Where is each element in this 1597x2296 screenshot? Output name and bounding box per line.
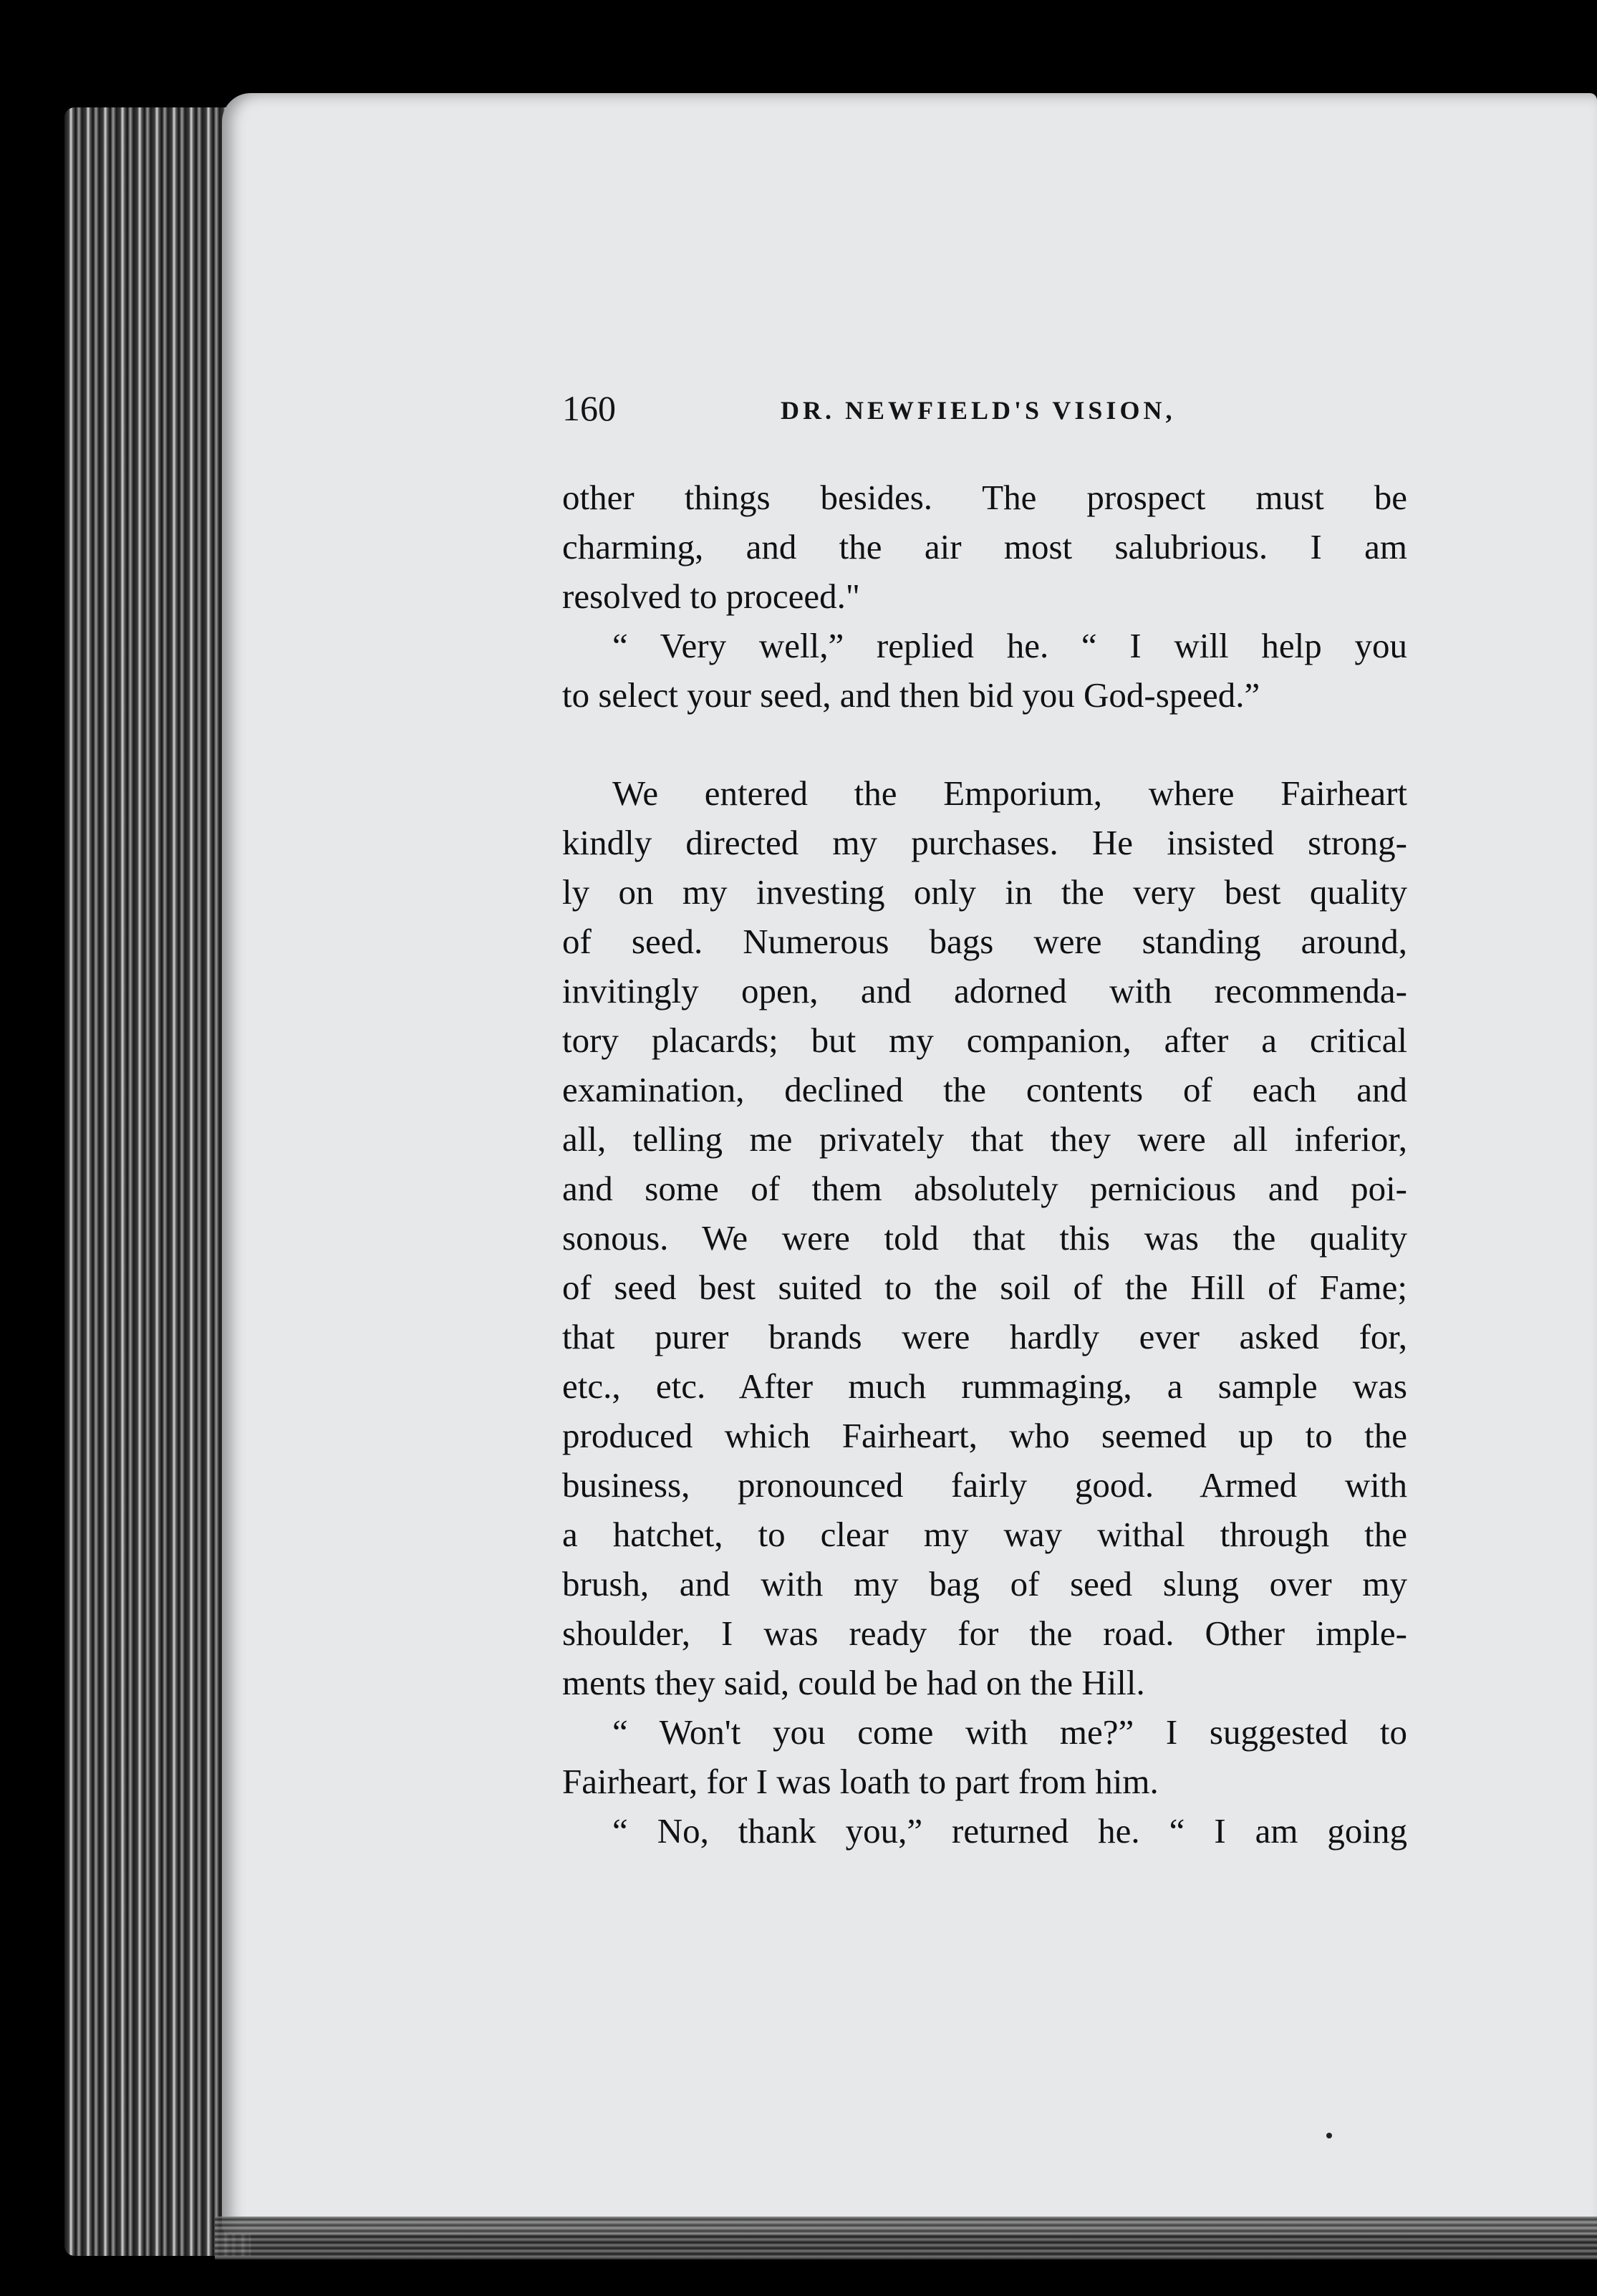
text-line: ments they said, could be had on the Hill.	[562, 1663, 1145, 1702]
paragraph-gap	[562, 720, 1407, 768]
text-line: other things besides. The prospect must be	[562, 478, 1407, 517]
text-line: “ Won't you come with me?” I suggested to	[612, 1712, 1407, 1752]
text-line: “ No, thank you,” returned he. “ I am going	[612, 1811, 1407, 1851]
text-line: to select your seed, and then bid you God-speed.”	[562, 675, 1260, 715]
text-line: a hatchet, to clear my way withal through the	[562, 1515, 1407, 1554]
text-line: that purer brands were hardly ever asked for,	[562, 1317, 1407, 1356]
text-line: of seed. Numerous bags were standing around,	[562, 922, 1407, 961]
page-header	[562, 383, 1407, 440]
text-line: produced which Fairheart, who seemed up to the	[562, 1416, 1407, 1455]
text-line: ly on my investing only in the very best quality	[562, 872, 1407, 912]
running-title: DR. NEWFIELD'S VISION,	[781, 396, 1176, 425]
text-line: sonous. We were told that this was the quality	[562, 1218, 1407, 1258]
text-line: brush, and with my bag of seed slung over my	[562, 1564, 1407, 1603]
text-line: shoulder, I was ready for the road. Other imple-	[562, 1614, 1407, 1653]
page-number: 160	[562, 388, 616, 428]
text-line: charming, and the air most salubrious. I am	[562, 527, 1407, 566]
text-line: etc., etc. After much rummaging, a sample was	[562, 1366, 1407, 1406]
ink-speck	[1326, 2133, 1332, 2138]
page-text	[562, 473, 1407, 1856]
text-line: tory placards; but my companion, after a critical	[562, 1021, 1407, 1060]
text-line: “ Very well,” replied he. “ I will help you	[612, 626, 1407, 665]
text-line: of seed best suited to the soil of the Hill of Fame;	[562, 1268, 1407, 1307]
book-bottom-edge	[215, 2217, 1597, 2259]
text-line: We entered the Emporium, where Fairheart	[612, 773, 1407, 813]
text-line: resolved to proceed."	[562, 577, 860, 616]
text-line: Fairheart, for I was loath to part from him.	[562, 1762, 1159, 1801]
text-line: all, telling me privately that they were all inferior,	[562, 1119, 1407, 1159]
text-line: invitingly open, and adorned with recommenda-	[562, 971, 1407, 1010]
text-line: business, pronounced fairly good. Armed with	[562, 1465, 1407, 1505]
text-line: kindly directed my purchases. He insisted strong-	[562, 823, 1407, 862]
text-line: examination, declined the contents of each and	[562, 1070, 1407, 1109]
text-line: and some of them absolutely pernicious and poi-	[562, 1169, 1407, 1208]
